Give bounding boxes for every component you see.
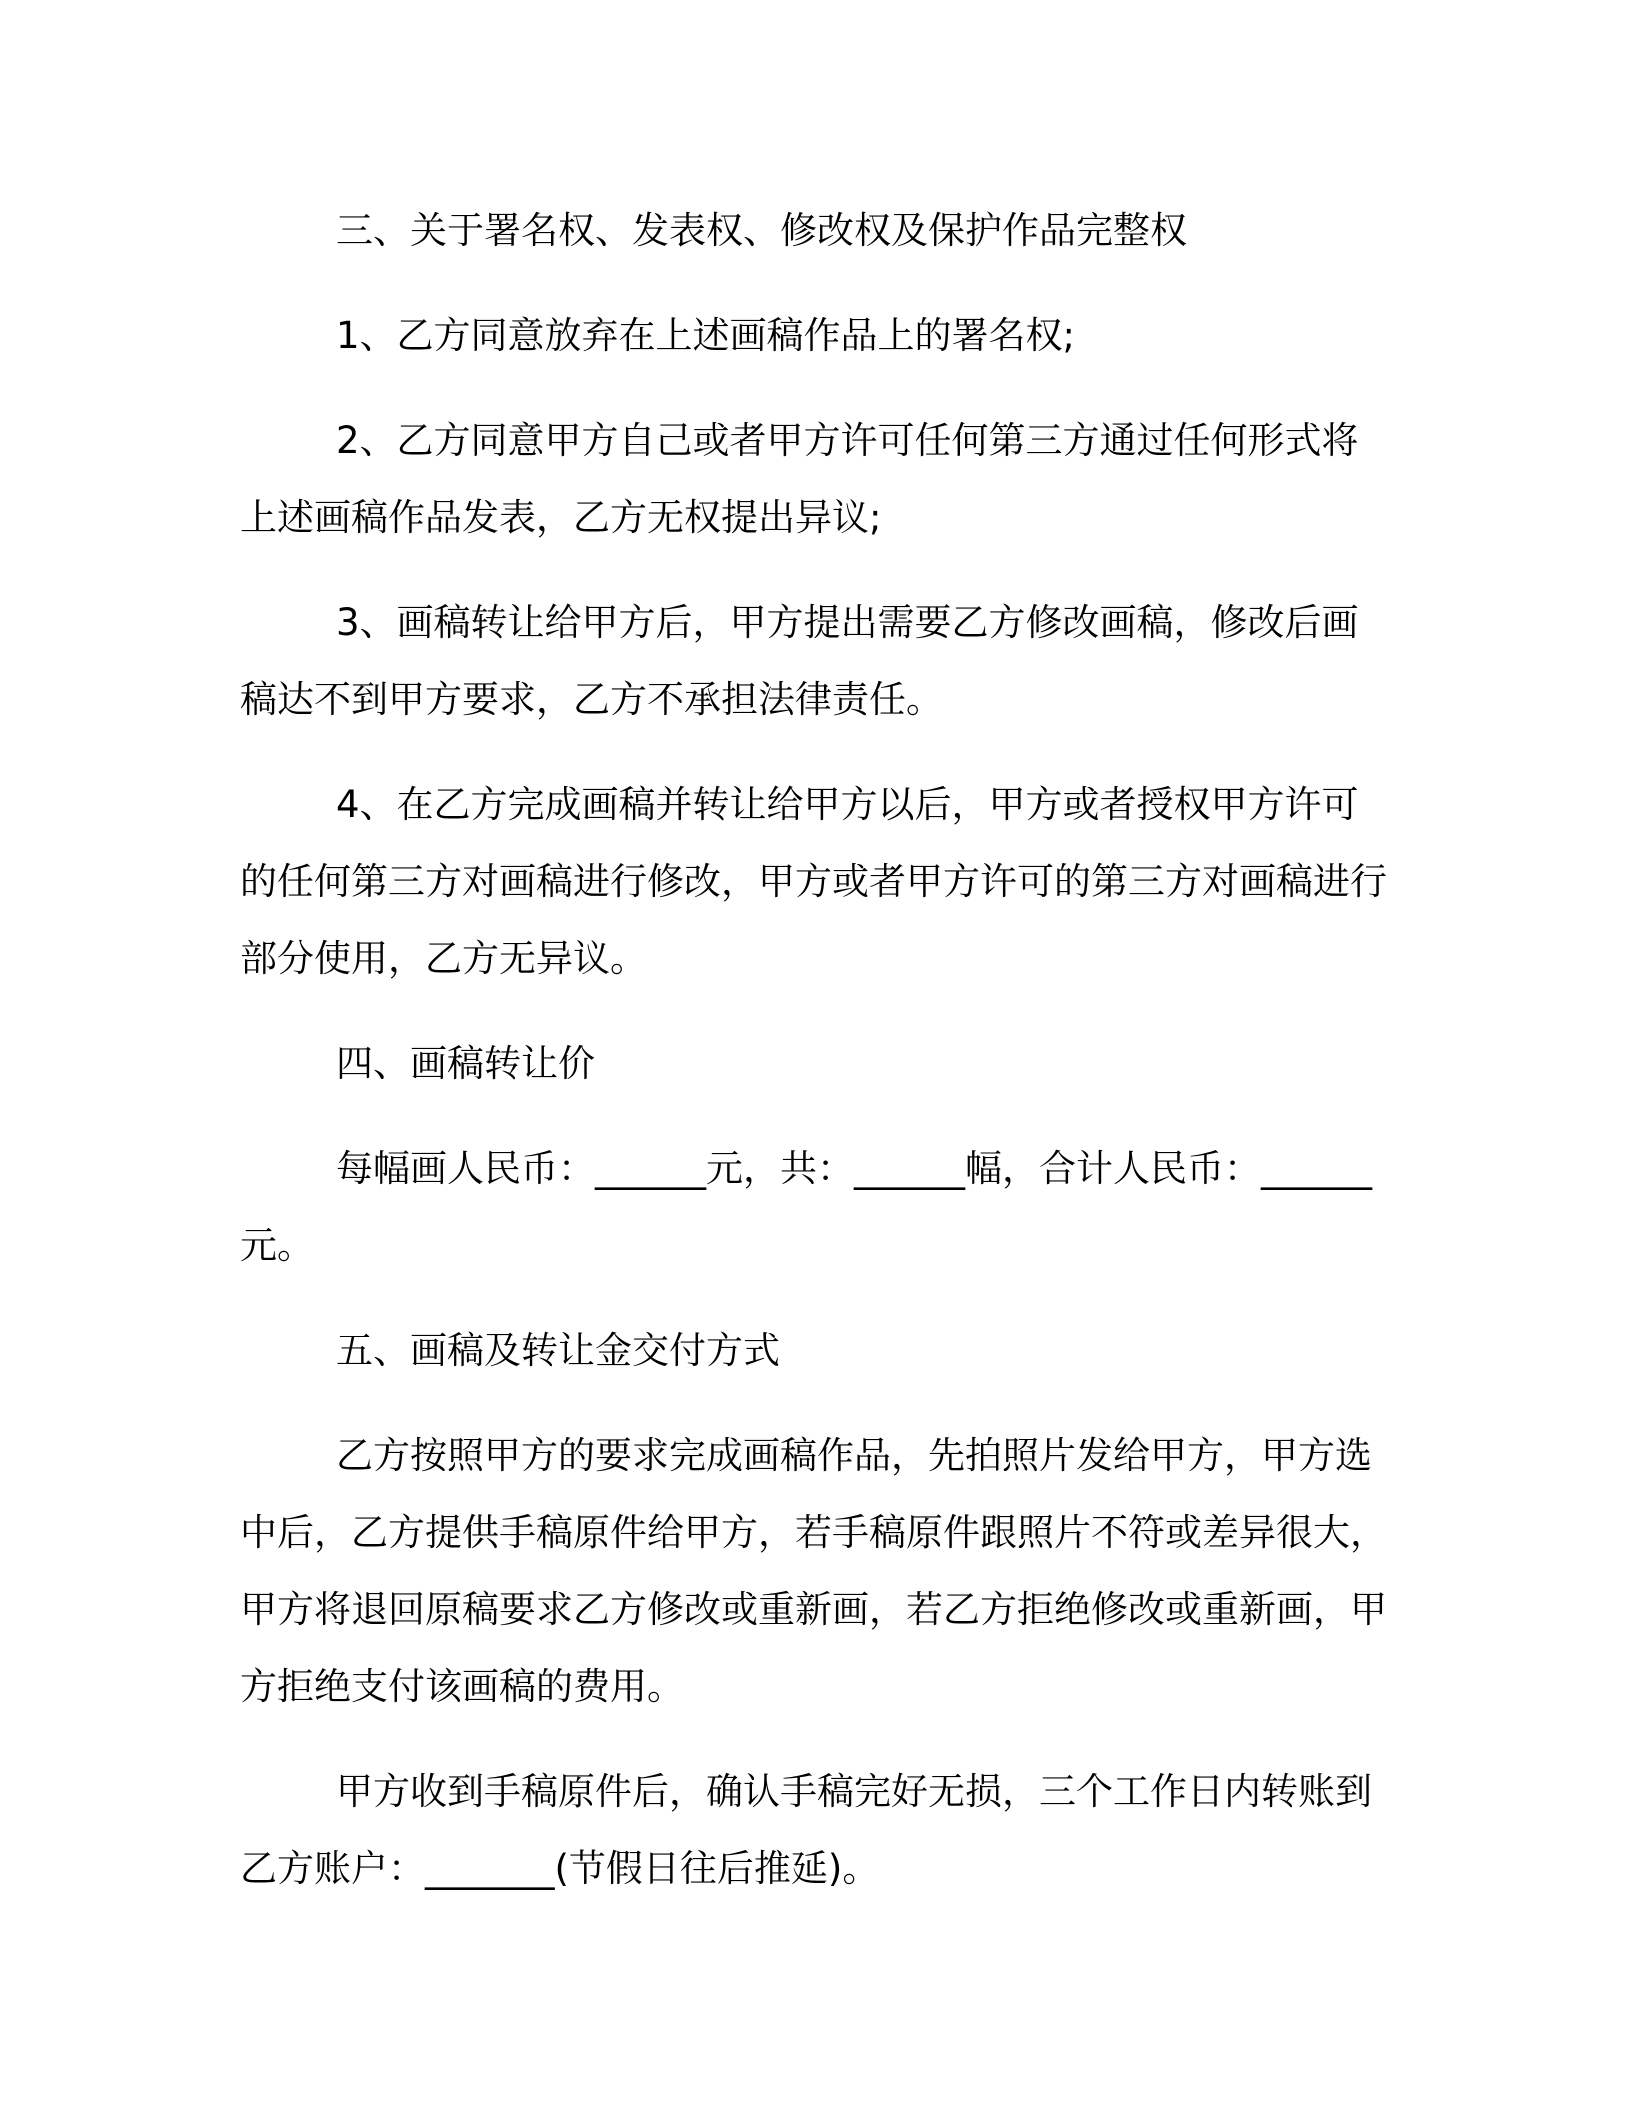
clause-3-4: 4、在乙方完成画稿并转让给甲方以后，甲方或者授权甲方许可的任何第三方对画稿进行修改，甲方或者甲方许可的第三方对画稿进行部分使用，乙方无异议。 (240, 783, 1387, 980)
clause-3-2: 2、乙方同意甲方自己或者甲方许可任何第三方通过任何形式将上述画稿作品发表，乙方无权提出异议; (240, 419, 1359, 539)
clause-3-3: 3、画稿转让给甲方后，甲方提出需要乙方修改画稿，修改后画稿达不到甲方要求，乙方不承担法律责任。 (240, 601, 1359, 721)
clause-4-price: 每幅画人民币：______元，共：______幅，合计人民币：______元。 (240, 1147, 1372, 1267)
section-five-heading: 五、画稿及转让金交付方式 (336, 1329, 780, 1372)
section-four-heading: 四、画稿转让价 (336, 1042, 595, 1085)
clause-5-1: 乙方按照甲方的要求完成画稿作品，先拍照片发给甲方，甲方选中后，乙方提供手稿原件给甲方，若手稿原件跟照片不符或差异很大，甲方将退回原稿要求乙方修改或重新画，若乙方拒绝修改或重新画，甲方拒绝支付该画稿的费用。 (240, 1434, 1387, 1708)
clause-3-1: 1、乙方同意放弃在上述画稿作品上的署名权; (336, 314, 1076, 357)
section-three-heading: 三、关于署名权、发表权、修改权及保护作品完整权 (336, 209, 1187, 252)
clause-5-2: 甲方收到手稿原件后，确认手稿完好无损，三个工作日内转账到乙方账户：_______(节假日往后推延)。 (240, 1770, 1372, 1890)
document-body (240, 192, 1392, 1935)
